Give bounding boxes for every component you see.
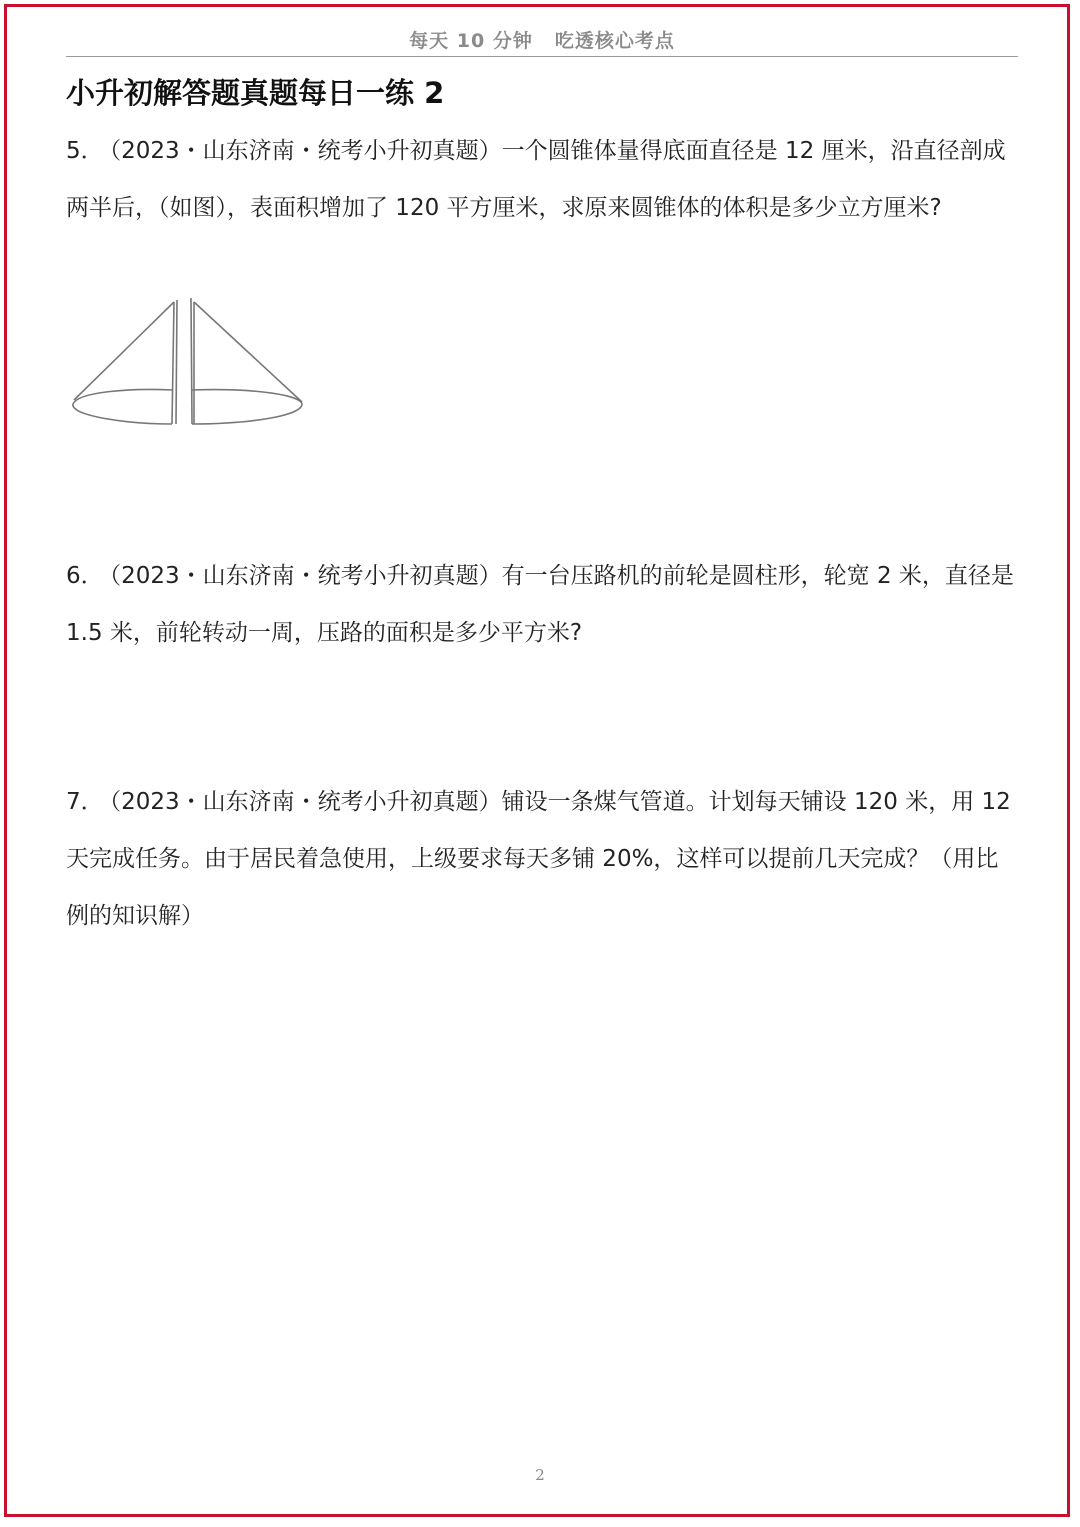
question-number: 6． — [66, 563, 104, 589]
left-half-cone-inner — [176, 300, 177, 424]
left-half-cone-base — [73, 390, 172, 424]
header-slogan-right: 吃透核心考点 — [554, 30, 675, 52]
question-number: 5． — [66, 138, 104, 164]
right-half-cone-base — [192, 390, 302, 424]
right-half-cone-slant — [194, 302, 302, 402]
left-half-cone-axis — [172, 302, 174, 424]
page-number: 2 — [535, 1466, 545, 1484]
question-text: （2023・山东济南・统考小升初真题）有一台压路机的前轮是圆柱形，轮宽 2 米，直径是 1.5 米，前轮转动一周，压路的面积是多少平方米? — [66, 563, 1014, 646]
question-text: （2023・山东济南・统考小升初真题）一个圆锥体量得底面直径是 12 厘米，沿直径剖成两半后，（如图），表面积增加了 120 平方厘米，求原来圆锥体的体积是多少立方厘米? — [66, 138, 1006, 221]
split-cone-figure — [68, 294, 308, 428]
question-number: 7． — [66, 789, 104, 815]
question-6 — [66, 548, 1021, 662]
page-header — [66, 28, 1018, 57]
right-half-cone-axis — [191, 298, 192, 424]
left-half-cone-slant — [74, 302, 174, 400]
header-slogan-left: 每天 10 分钟 — [409, 30, 533, 52]
page-title: 小升初解答题真题每日一练 2 — [66, 76, 445, 110]
question-5 — [66, 123, 1021, 237]
question-text: （2023・山东济南・统考小升初真题）铺设一条煤气管道。计划每天铺设 120 米，用 12 天完成任务。由于居民着急使用，上级要求每天多铺 20%，这样可以提前几天完成？（用比例的知识解） — [66, 789, 1011, 929]
question-7 — [66, 774, 1021, 945]
